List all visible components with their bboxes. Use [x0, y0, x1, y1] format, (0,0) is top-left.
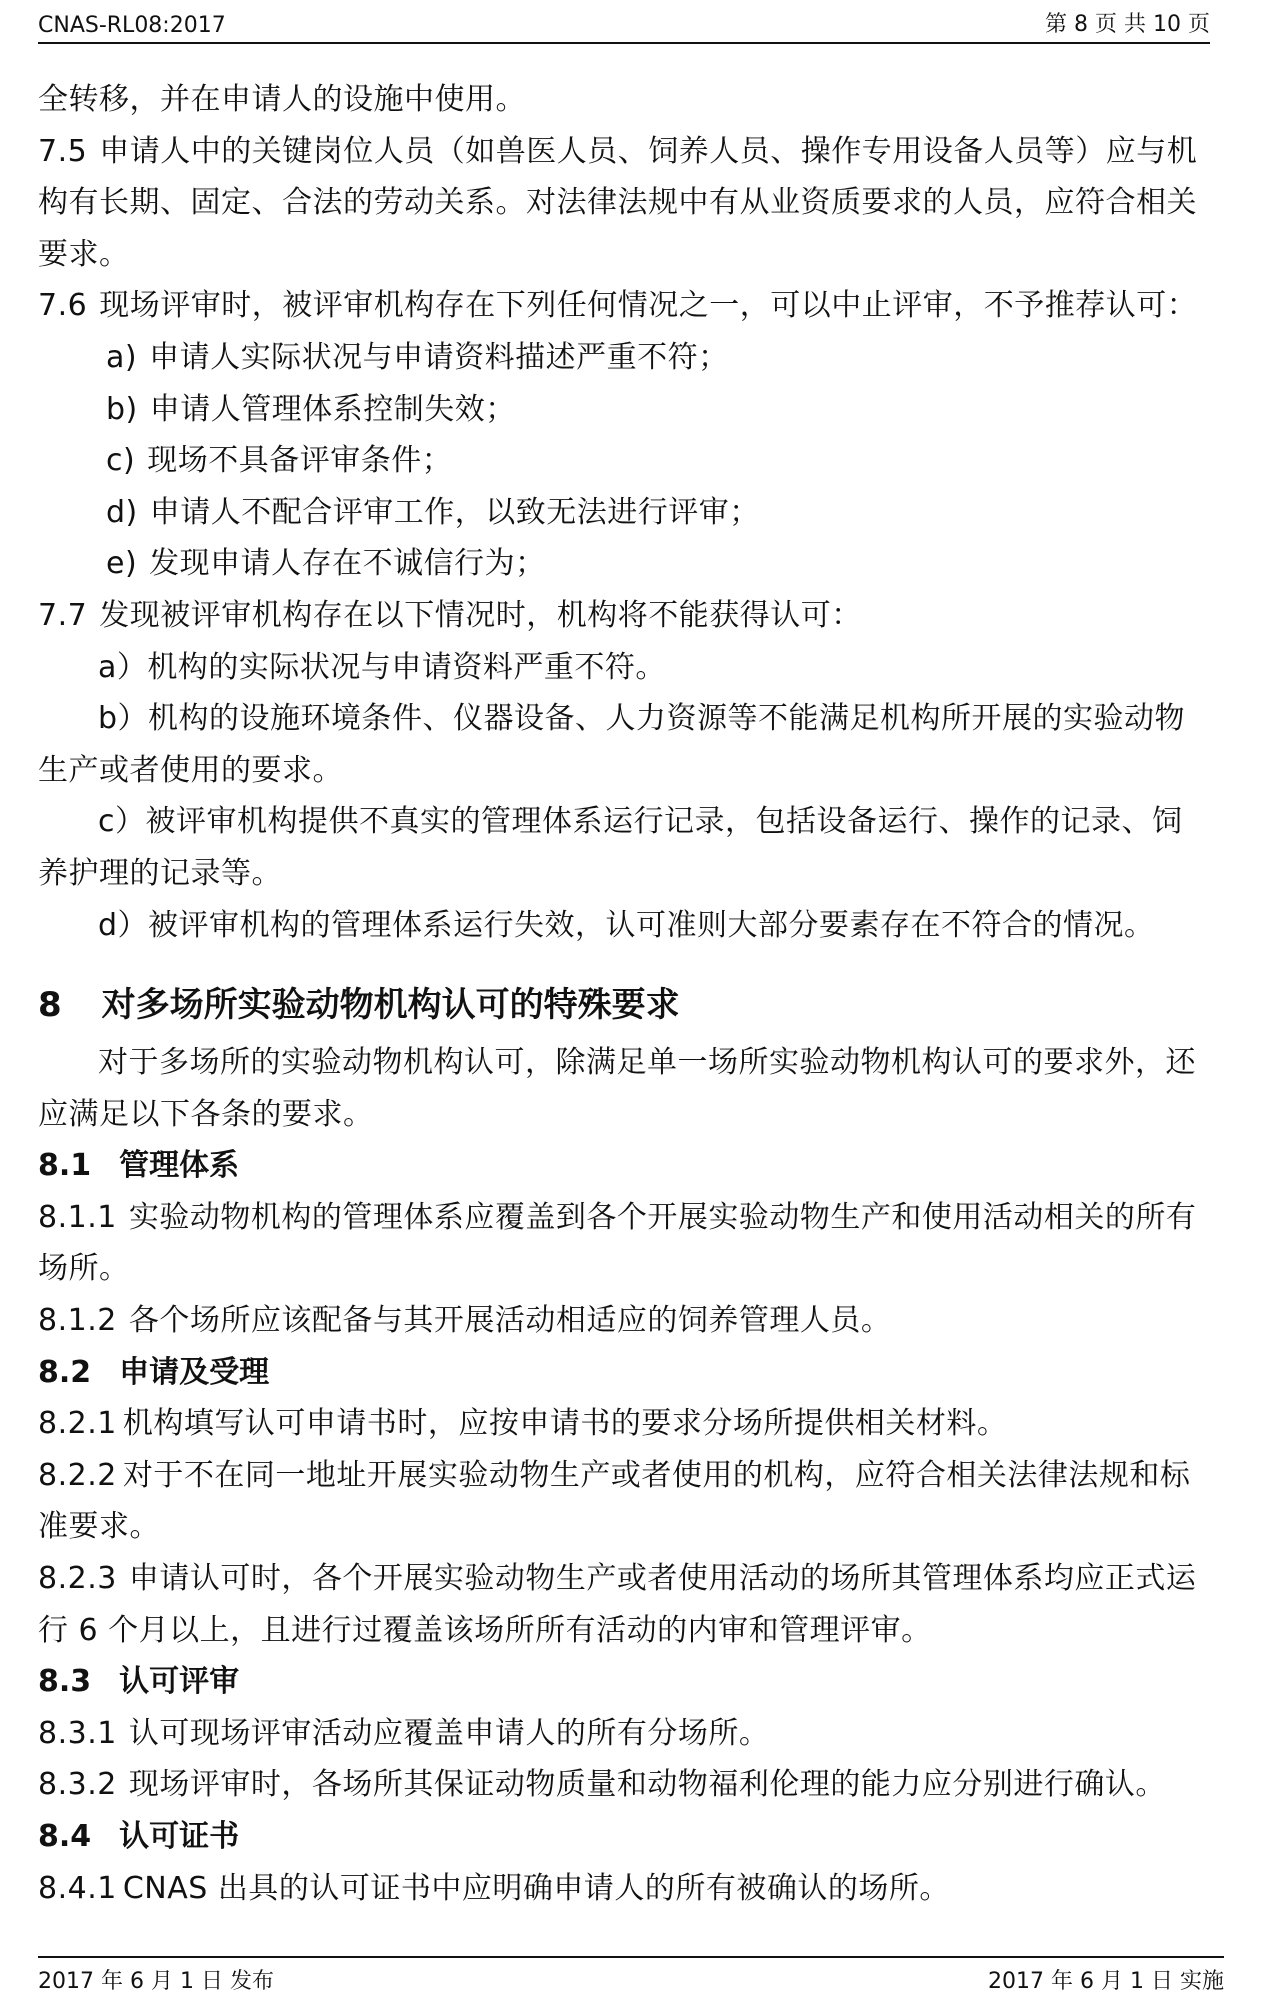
publish-date: 2017 年 6 月 1 日 发布 [38, 1969, 274, 1994]
list-item [38, 435, 1210, 487]
doc-code: CNAS-RL08:2017 [38, 13, 226, 38]
section-number: 8 [38, 985, 62, 1026]
subsection-title: 管理体系 [119, 1148, 240, 1184]
clause-text: 认可现场评审活动应覆盖申请人的所有分场所。 [128, 1715, 770, 1751]
section-intro: 对于多场所的实验动物机构认可，除满足单一场所实验动物机构认可的要求外，还应满足以下各条的要求。 [38, 1045, 1196, 1132]
document-body [38, 74, 1210, 1914]
list-marker: a) [106, 339, 138, 375]
page-footer [38, 1956, 1224, 1995]
page-header [38, 6, 1210, 44]
effective-date: 2017 年 6 月 1 日 实施 [988, 1969, 1224, 1994]
list-marker: d) [106, 494, 138, 530]
list-item: d）被评审机构的管理体系运行失效，认可准则大部分要素存在不符合的情况。 [98, 907, 1155, 943]
list-marker: e) [106, 546, 138, 582]
section-title: 对多场所实验动物机构认可的特殊要求 [101, 985, 680, 1026]
clause-8-3-1 [38, 1708, 1210, 1760]
clause-text: 实验动物机构的管理体系应覆盖到各个开展实验动物生产和使用活动相关的所有场所。 [38, 1199, 1197, 1287]
clause-text: 现场评审时，各场所其保证动物质量和动物福利伦理的能力应分别进行确认。 [128, 1767, 1166, 1803]
clause-8-1-1 [38, 1192, 1210, 1295]
clause-8-4-1 [38, 1863, 1210, 1915]
clause-number: 8.3.1 [38, 1715, 117, 1751]
clause-text: 现场评审时，被评审机构存在下列任何情况之一，可以中止评审，不予推荐认可： [99, 288, 1198, 324]
subsection-heading [38, 1140, 1210, 1192]
subsection-title: 申请及受理 [119, 1354, 270, 1390]
clause-text: 对于不在同一地址开展实验动物生产或者使用的机构，应符合相关法律法规和标准要求。 [38, 1457, 1191, 1545]
clause-number: 8.2.1 [38, 1406, 117, 1442]
list-item: a）机构的实际状况与申请资料严重不符。 [98, 649, 666, 685]
subsection-heading [38, 1656, 1210, 1708]
clause-text: 发现被评审机构存在以下情况时，机构将不能获得认可： [99, 597, 862, 633]
clause-8-1-2 [38, 1295, 1210, 1347]
clause-number: 8.1.1 [38, 1199, 117, 1235]
list-item: b）机构的设施环境条件、仪器设备、人力资源等不能满足机构所开展的实验动物生产或者使用的要求。 [38, 701, 1186, 788]
subsection-heading [38, 1347, 1210, 1399]
section-heading [38, 979, 1210, 1031]
clause-number: 8.3.2 [38, 1767, 117, 1803]
list-marker: c) [106, 443, 136, 479]
list-item [38, 332, 1210, 384]
list-text: 申请人实际状况与申请资料描述严重不符； [149, 339, 729, 375]
clause-7-6 [38, 280, 1210, 332]
list-marker: b) [106, 391, 138, 427]
clause-8-2-2 [38, 1450, 1210, 1553]
list-text: 发现申请人存在不诚信行为； [149, 546, 546, 582]
clause-text: CNAS 出具的认可证书中应明确申请人的所有被确认的场所。 [122, 1870, 950, 1906]
subsection-number: 8.4 [38, 1819, 92, 1854]
clause-text: 申请认可时，各个开展实验动物生产或者使用活动的场所其管理体系均应正式运行 6 个月以上，且进行过覆盖该场所所有活动的内审和管理评审。 [38, 1561, 1197, 1648]
subsection-number: 8.2 [38, 1354, 92, 1390]
list-item: c）被评审机构提供不真实的管理体系运行记录，包括设备运行、操作的记录、饲养护理的记录等。 [38, 804, 1183, 891]
list-text: 申请人管理体系控制失效； [149, 391, 516, 427]
clause-text: 申请人中的关键岗位人员（如兽医人员、饲养人员、操作专用设备人员等）应与机构有长期、固定、合法的劳动关系。对法律法规中有从业资质要求的人员，应符合相关要求。 [38, 133, 1198, 272]
list-text: 申请人不配合评审工作，以致无法进行评审； [149, 494, 760, 530]
subsection-heading [38, 1811, 1210, 1863]
clause-number: 7.7 [38, 597, 88, 633]
list-item [38, 538, 1210, 590]
clause-8-3-2 [38, 1759, 1210, 1811]
subsection-number: 8.1 [38, 1148, 92, 1184]
clause-number: 7.6 [38, 288, 88, 324]
paragraph: 全转移，并在申请人的设施中使用。 [38, 82, 526, 117]
clause-text: 各个场所应该配备与其开展活动相适应的饲养管理人员。 [128, 1303, 892, 1339]
clause-number: 8.2.3 [38, 1561, 117, 1597]
clause-number: 8.2.2 [38, 1457, 117, 1493]
list-item [38, 384, 1210, 436]
subsection-number: 8.3 [38, 1664, 92, 1700]
clause-number: 8.4.1 [38, 1870, 117, 1906]
clause-number: 7.5 [38, 133, 88, 169]
list-item [38, 487, 1210, 539]
clause-number: 8.1.2 [38, 1303, 117, 1339]
clause-7-5 [38, 126, 1210, 281]
clause-text: 机构填写认可申请书时，应按申请书的要求分场所提供相关材料。 [122, 1406, 1008, 1442]
subsection-title: 认可评审 [119, 1664, 240, 1700]
list-text: 现场不具备评审条件； [147, 443, 453, 479]
clause-8-2-1 [38, 1398, 1210, 1450]
clause-7-7 [38, 590, 1210, 642]
clause-8-2-3 [38, 1553, 1210, 1656]
subsection-title: 认可证书 [119, 1819, 240, 1854]
page-number: 第 8 页 共 10 页 [1045, 12, 1210, 37]
